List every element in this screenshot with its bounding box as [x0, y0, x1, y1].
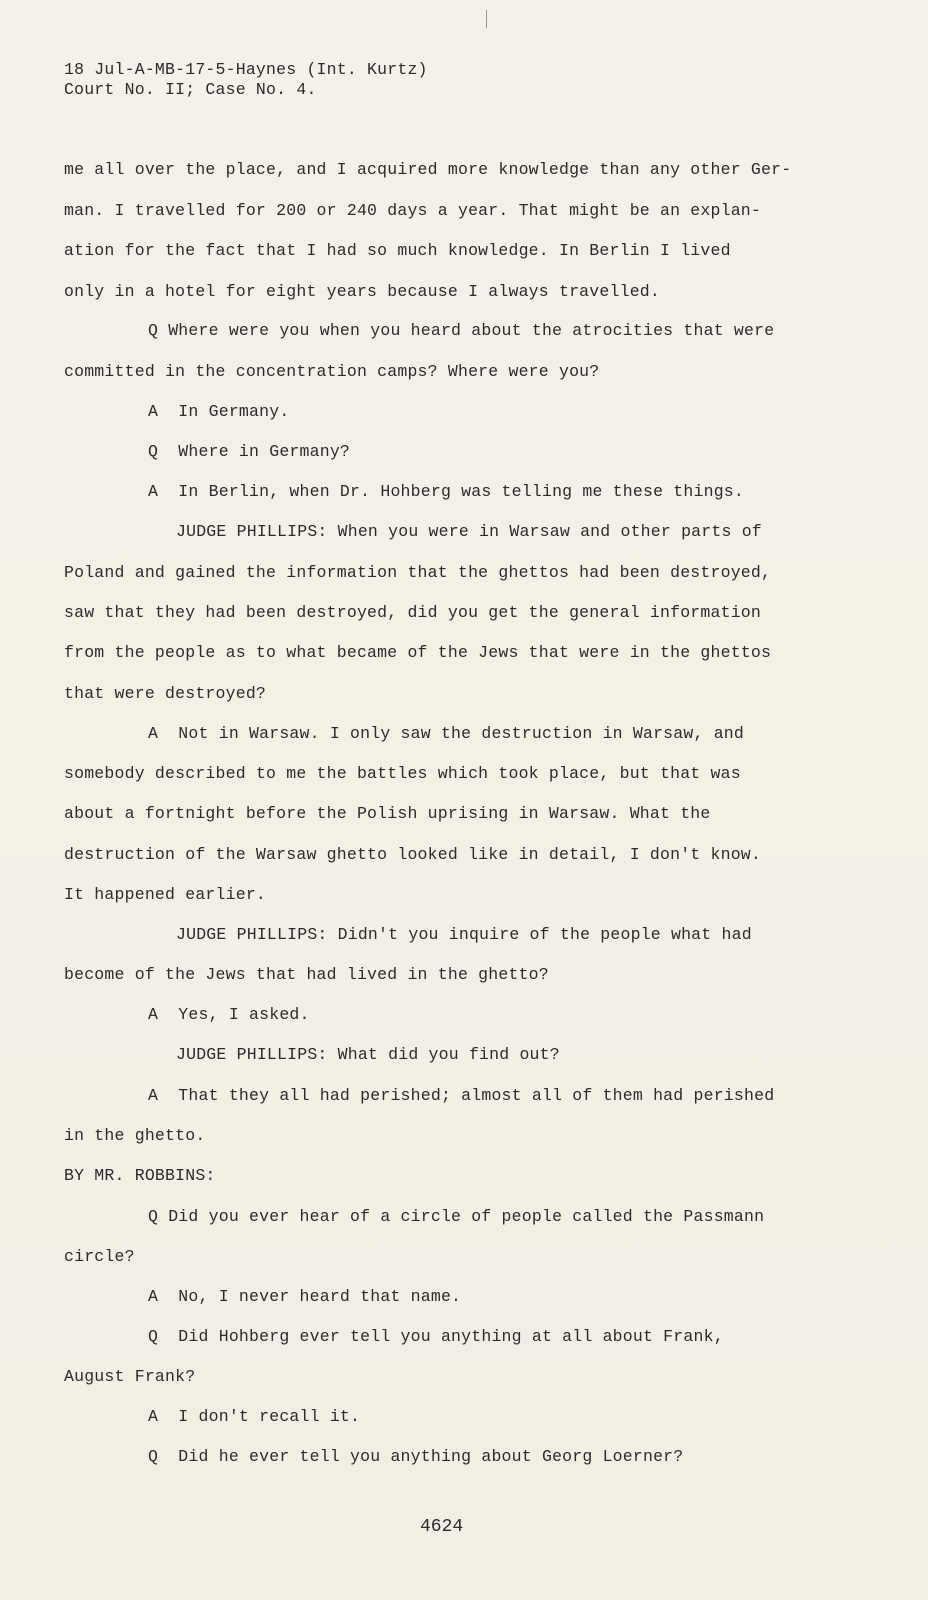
body-line: committed in the concentration camps? Where were you? [64, 362, 600, 381]
answer-line: A I don't recall it. [148, 1407, 361, 1426]
body-line: destruction of the Warsaw ghetto looked like in detail, I don't know. [64, 845, 762, 864]
answer-line: A Yes, I asked. [148, 1005, 310, 1024]
header-line-2: Court No. II; Case No. 4. [64, 80, 317, 99]
body-line: It happened earlier. [64, 885, 267, 904]
margin-mark [486, 10, 487, 28]
question-line: Q Did Hohberg ever tell you anything at all about Frank, [148, 1327, 724, 1346]
judge-line: JUDGE PHILLIPS: When you were in Warsaw and other parts of [176, 522, 762, 541]
answer-line: A Not in Warsaw. I only saw the destruction in Warsaw, and [148, 724, 744, 743]
judge-line: JUDGE PHILLIPS: Didn't you inquire of the people what had [176, 925, 752, 944]
body-line: from the people as to what became of the Jews that were in the ghettos [64, 643, 772, 662]
question-line: Q Did you ever hear of a circle of people called the Passmann [148, 1207, 765, 1226]
body-line: August Frank? [64, 1367, 196, 1386]
body-line: saw that they had been destroyed, did you get the general information [64, 603, 762, 622]
examiner-heading: BY MR. ROBBINS: [64, 1166, 216, 1185]
body-line: that were destroyed? [64, 684, 267, 703]
body-line: in the ghetto. [64, 1126, 206, 1145]
body-line: somebody described to me the battles which took place, but that was [64, 764, 741, 783]
answer-line: A In Germany. [148, 402, 290, 421]
question-line: Q Where were you when you heard about the atrocities that were [148, 321, 775, 340]
body-line: become of the Jews that had lived in the ghetto? [64, 965, 549, 984]
body-line: about a fortnight before the Polish uprising in Warsaw. What the [64, 804, 711, 823]
answer-line: A No, I never heard that name. [148, 1287, 462, 1306]
page-number: 4624 [420, 1517, 464, 1537]
answer-line: A That they all had perished; almost all of them had perished [148, 1086, 775, 1105]
body-line: Poland and gained the information that the ghettos had been destroyed, [64, 563, 772, 582]
body-line: ation for the fact that I had so much knowledge. In Berlin I lived [64, 241, 731, 260]
body-line: me all over the place, and I acquired more knowledge than any other Ger- [64, 160, 792, 179]
body-line: man. I travelled for 200 or 240 days a year. That might be an explan- [64, 201, 762, 220]
body-line: only in a hotel for eight years because I always travelled. [64, 282, 660, 301]
question-line: Q Where in Germany? [148, 442, 351, 461]
header-line-1: 18 Jul-A-MB-17-5-Haynes (Int. Kurtz) [64, 60, 428, 79]
answer-line: A In Berlin, when Dr. Hohberg was telling me these things. [148, 482, 744, 501]
question-line: Q Did he ever tell you anything about Georg Loerner? [148, 1447, 684, 1466]
body-line: circle? [64, 1247, 135, 1266]
judge-line: JUDGE PHILLIPS: What did you find out? [176, 1045, 560, 1064]
